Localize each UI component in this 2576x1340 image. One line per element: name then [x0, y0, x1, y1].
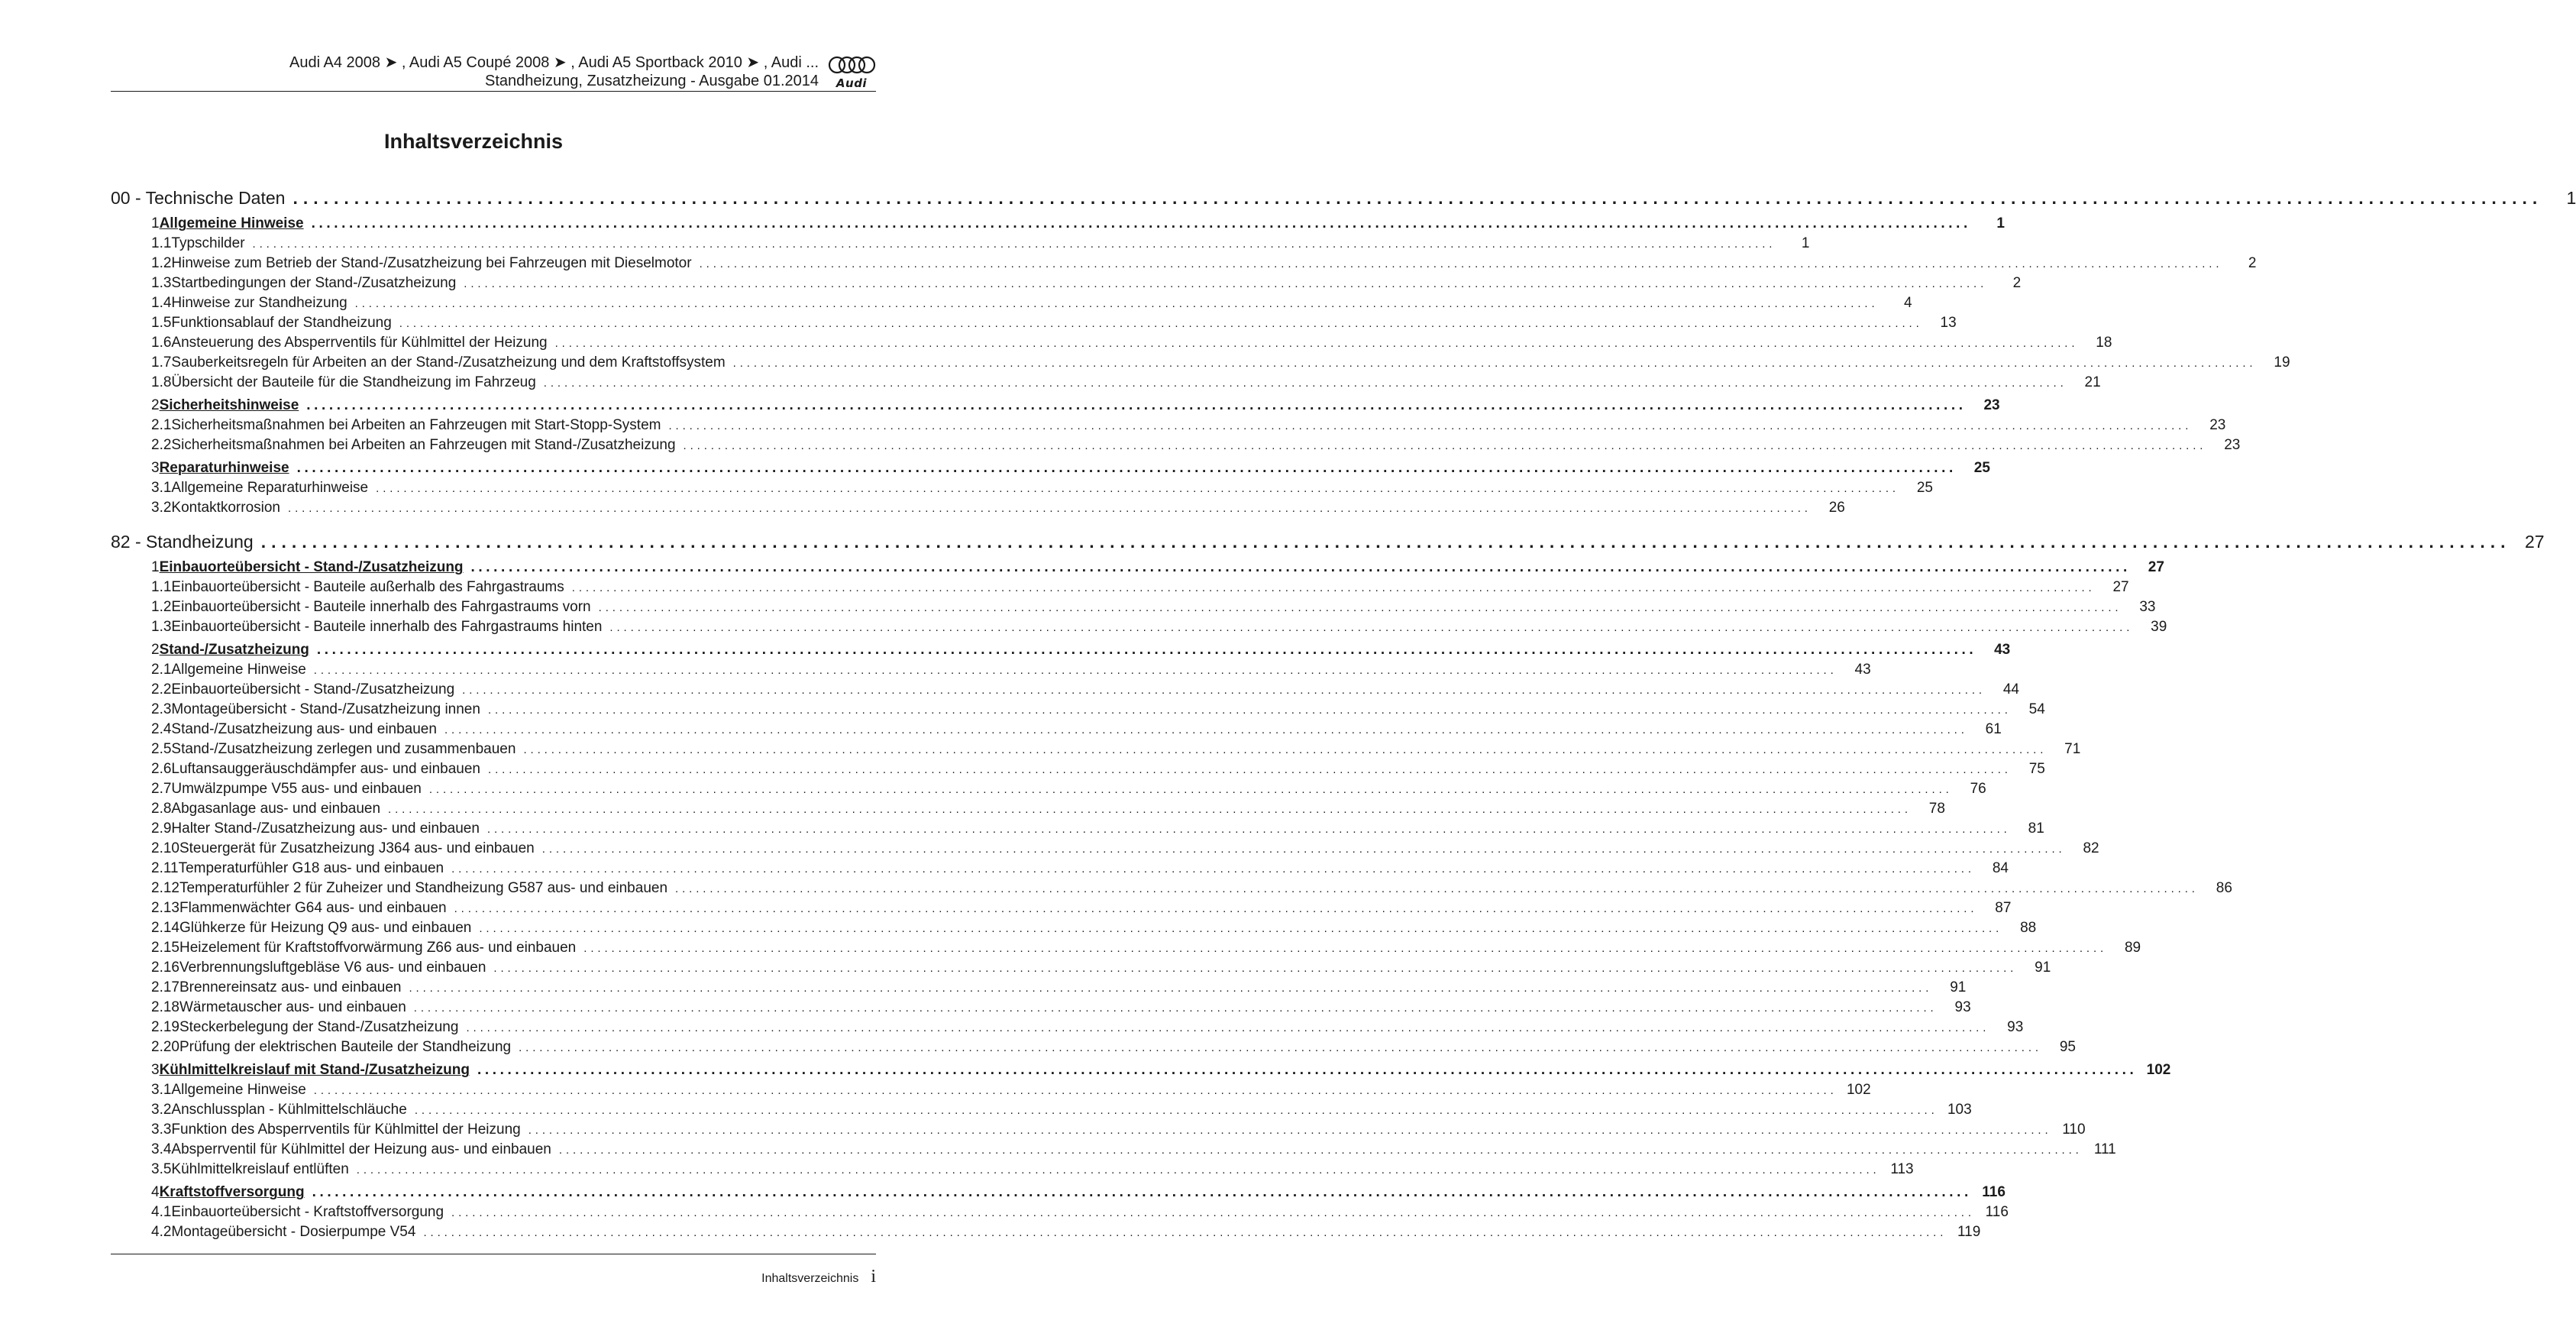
subsection-title: Hinweise zum Betrieb der Stand-/Zusatzheizung bei Fahrzeugen mit Dieselmotor: [171, 255, 692, 271]
dot-leader: ............................................................................................................................................................................................................................: [486, 823, 2011, 836]
toc-subsection-entry[interactable]: [111, 720, 2002, 740]
subsection-number: 2.12: [151, 880, 179, 896]
subsection-title: Temperaturfühler G18 aus- und einbauen: [178, 860, 444, 876]
subsection-title: Luftansauggeräuschdämpfer aus- und einbauen: [171, 761, 480, 777]
dot-leader: ............................................................................................................................................................................................................................: [558, 1144, 2083, 1157]
subsection-page-number: 95: [2059, 1039, 2076, 1055]
subsection-number: 4.1: [151, 1204, 172, 1220]
subsection-page-number: 27: [2112, 579, 2129, 595]
dot-leader: ............................................................................................................................................................................................................................: [479, 922, 2003, 935]
audi-logo: [827, 53, 876, 92]
subsection-page-number: 13: [1940, 315, 1957, 331]
subsection-title: Montageübersicht - Stand-/Zusatzheizung innen: [171, 701, 480, 717]
toc-subsection-entry[interactable]: [111, 1160, 1914, 1180]
subsection-number: 2.14: [151, 920, 179, 936]
chapter-title: 00 - Technische Daten: [111, 188, 286, 208]
toc-subsection-entry[interactable]: [111, 1202, 2009, 1222]
chapter-title: 82 - Standheizung: [111, 532, 254, 552]
toc-section-entry[interactable]: [111, 640, 2011, 660]
toc-subsection-entry[interactable]: [111, 1018, 2024, 1037]
subsection-page-number: 111: [2093, 1141, 2116, 1157]
subsection-title: Funktion des Absperrventils für Kühlmittel der Heizung: [171, 1122, 521, 1138]
subsection-page-number: 26: [1828, 500, 1845, 516]
dot-leader: ............................................................................................................................................................................................................................: [356, 1164, 1880, 1177]
subsection-title: Verbrennungsluftgebläse V6 aus- und einbauen: [179, 960, 486, 976]
dot-leader: ............................................................................................................................................................................................................................: [493, 962, 2018, 975]
page-footer: [761, 1267, 876, 1287]
dot-leader: ............................................................................................................................................................................................................................: [528, 1124, 2052, 1137]
section-title: Stand-/Zusatzheizung: [159, 642, 309, 658]
dot-leader: ............................................................................................................................................................................................................................: [388, 803, 1912, 816]
toc-subsection-entry[interactable]: [111, 859, 2009, 879]
dot-leader: ............................................................................................................................................................................................................................: [451, 863, 1975, 876]
subsection-number: 2.3: [151, 701, 172, 717]
toc-subsection-entry[interactable]: [111, 274, 2022, 293]
subsection-title: Umwälzpumpe V55 aus- und einbauen: [171, 781, 422, 797]
toc-subsection-entry[interactable]: [111, 779, 1986, 799]
subsection-number: 2.15: [151, 940, 179, 956]
dot-leader: ............................................................................................................................................................................................................................: [466, 1021, 1990, 1034]
subsection-title: Halter Stand-/Zusatzheizung aus- und einbauen: [171, 821, 480, 837]
subsection-page-number: 19: [2274, 354, 2290, 371]
subsection-page-number: 43: [1854, 662, 1871, 678]
subsection-number: 3.5: [151, 1161, 172, 1177]
subsection-page-number: 93: [2007, 1019, 2024, 1035]
page-title: Inhaltsverzeichnis: [383, 130, 564, 153]
toc-section-entry[interactable]: [111, 214, 2005, 234]
dot-leader: ............................................................................................................................................................................................................................: [293, 188, 2543, 208]
subsection-page-number: 54: [2028, 701, 2045, 717]
dot-leader: ............................................................................................................................................................................................................................: [554, 337, 2079, 350]
section-number: 2: [151, 642, 160, 658]
subsection-page-number: 78: [1928, 801, 1945, 817]
section-title: Sicherheitshinweise: [159, 397, 299, 413]
subsection-page-number: 71: [2064, 741, 2081, 757]
toc-chapter-entry[interactable]: [111, 185, 2576, 211]
dot-leader: ............................................................................................................................................................................................................................: [464, 277, 1988, 290]
section-page-number: 1: [1996, 215, 2005, 231]
toc-subsection-entry[interactable]: [111, 373, 2101, 393]
section-title: Reparaturhinweise: [159, 460, 289, 476]
subsection-number: 2.2: [151, 681, 172, 698]
subsection-number: 2.4: [151, 721, 172, 737]
section-page-number: 27: [2148, 559, 2164, 575]
dot-leader: ............................................................................................................................................................................................................................: [675, 882, 2199, 895]
subsection-title: Ansteuerung des Absperrventils für Kühlmittel der Heizung: [171, 335, 548, 351]
subsection-title: Flammenwächter G64 aus- und einbauen: [179, 900, 447, 916]
toc-subsection-entry[interactable]: [111, 700, 2045, 720]
dot-leader: ............................................................................................................................................................................................................................: [470, 559, 2131, 575]
toc-subsection-entry[interactable]: [111, 1120, 2086, 1140]
toc-section-entry[interactable]: [111, 396, 2000, 416]
toc-subsection-entry[interactable]: [111, 680, 2019, 700]
subsection-title: Montageübersicht - Dosierpumpe V54: [171, 1224, 416, 1240]
dot-leader: ............................................................................................................................................................................................................................: [376, 482, 1899, 495]
dot-leader: ............................................................................................................................................................................................................................: [609, 621, 2134, 634]
subsection-page-number: 88: [2020, 920, 2037, 936]
dot-leader: ............................................................................................................................................................................................................................: [409, 982, 1933, 995]
subsection-page-number: 76: [1970, 781, 1986, 797]
toc-subsection-entry[interactable]: [111, 578, 2129, 597]
subsection-page-number: 91: [1950, 979, 1967, 995]
subsection-number: 1.8: [151, 374, 172, 390]
footer-label: Inhaltsverzeichnis: [761, 1272, 859, 1285]
subsection-number: 2.2: [151, 437, 172, 453]
dot-leader: ............................................................................................................................................................................................................................: [487, 704, 2012, 717]
dot-leader: ............................................................................................................................................................................................................................: [683, 439, 2207, 452]
section-page-number: 25: [1973, 460, 1990, 476]
toc-subsection-entry[interactable]: [111, 1222, 1981, 1242]
dot-leader: ............................................................................................................................................................................................................................: [541, 843, 2066, 856]
subsection-page-number: 89: [2124, 940, 2141, 956]
toc-subsection-entry[interactable]: [111, 416, 2226, 435]
page-header: [111, 53, 819, 90]
subsection-title: Temperaturfühler 2 für Zuheizer und Standheizung G587 aus- und einbauen: [179, 880, 668, 896]
subsection-page-number: 103: [1947, 1102, 1972, 1118]
subsection-title: Allgemeine Hinweise: [171, 662, 306, 678]
dot-leader: ............................................................................................................................................................................................................................: [423, 1226, 1947, 1239]
dot-leader: ............................................................................................................................................................................................................................: [732, 357, 2257, 370]
dot-leader: ............................................................................................................................................................................................................................: [316, 642, 1977, 658]
section-number: 1: [151, 559, 160, 575]
dot-leader: ............................................................................................................................................................................................................................: [519, 1041, 2042, 1054]
subsection-number: 1.1: [151, 579, 172, 595]
section-number: 3: [151, 1062, 160, 1078]
toc-subsection-entry[interactable]: [111, 1100, 1972, 1120]
subsection-title: Einbauorteübersicht - Bauteile außerhalb des Fahrgastraums: [171, 579, 564, 595]
subsection-number: 3.3: [151, 1122, 172, 1138]
subsection-title: Hinweise zur Standheizung: [171, 295, 347, 311]
chapter-page-number: 1: [2566, 188, 2576, 208]
subsection-title: Kühlmittelkreislauf entlüften: [171, 1161, 349, 1177]
section-page-number: 102: [2146, 1062, 2171, 1078]
subsection-title: Stand-/Zusatzheizung zerlegen und zusammenbauen: [171, 741, 516, 757]
toc-subsection-entry[interactable]: [111, 1080, 1871, 1100]
subsection-page-number: 4: [1903, 295, 1912, 311]
subsection-number: 1.2: [151, 599, 172, 615]
table-of-contents: [111, 183, 2576, 1242]
toc-section-entry[interactable]: [111, 458, 1990, 478]
dot-leader: ............................................................................................................................................................................................................................: [462, 684, 1986, 697]
subsection-page-number: 113: [1890, 1161, 1914, 1177]
section-title: Einbauorteübersicht - Stand-/Zusatzheizung: [159, 559, 464, 575]
dot-leader: ............................................................................................................................................................................................................................: [583, 942, 2108, 955]
subsection-title: Brennereinsatz aus- und einbauen: [179, 979, 402, 995]
dot-leader: ............................................................................................................................................................................................................................: [699, 257, 2223, 270]
subsection-number: 3.1: [151, 1082, 172, 1098]
subsection-title: Stand-/Zusatzheizung aus- und einbauen: [171, 721, 437, 737]
subsection-page-number: 84: [1992, 860, 2009, 876]
section-title: Kühlmittelkreislauf mit Stand-/Zusatzheizung: [159, 1062, 470, 1078]
dot-leader: ............................................................................................................................................................................................................................: [354, 297, 1879, 310]
toc-subsection-entry[interactable]: [111, 313, 1957, 333]
toc-subsection-entry[interactable]: [111, 333, 2112, 353]
subsection-title: Anschlussplan - Kühlmittelschläuche: [171, 1102, 407, 1118]
subsection-page-number: 93: [1954, 999, 1971, 1015]
subsection-number: 1.7: [151, 354, 172, 371]
chapter-page-number: 27: [2524, 532, 2545, 552]
subsection-title: Sicherheitsmaßnahmen bei Arbeiten an Fahrzeugen mit Start-Stopp-System: [171, 417, 661, 433]
dot-leader: ............................................................................................................................................................................................................................: [252, 238, 1776, 251]
subsection-page-number: 33: [2139, 599, 2156, 615]
section-page-number: 116: [1982, 1184, 2006, 1200]
subsection-page-number: 116: [1985, 1204, 2009, 1220]
subsection-title: Heizelement für Kraftstoffvorwärmung Z66 aus- und einbauen: [179, 940, 577, 956]
toc-subsection-entry[interactable]: [111, 353, 2290, 373]
section-title: Allgemeine Hinweise: [159, 215, 304, 231]
subsection-number: 2.8: [151, 801, 172, 817]
subsection-page-number: 21: [2084, 374, 2101, 390]
subsection-title: Allgemeine Hinweise: [171, 1082, 306, 1098]
subsection-number: 1.1: [151, 235, 172, 251]
subsection-page-number: 2: [2248, 255, 2257, 271]
subsection-page-number: 44: [2002, 681, 2019, 698]
toc-subsection-entry[interactable]: [111, 617, 2167, 637]
subsection-number: 4.2: [151, 1224, 172, 1240]
dot-leader: ............................................................................................................................................................................................................................: [571, 581, 2096, 594]
section-page-number: 43: [1994, 642, 2011, 658]
subsection-number: 2.20: [151, 1039, 179, 1055]
footer-page-number: i: [871, 1267, 876, 1287]
audi-wordmark: Audi: [836, 76, 868, 90]
toc-subsection-entry[interactable]: [111, 938, 2141, 958]
subsection-title: Steckerbelegung der Stand-/Zusatzheizung: [179, 1019, 459, 1035]
dot-leader: ............................................................................................................................................................................................................................: [311, 215, 1971, 231]
header-edition: Standheizung, Zusatzheizung - Ausgabe 01.2014: [485, 73, 819, 89]
toc-subsection-entry[interactable]: [111, 740, 2081, 759]
dot-leader: ............................................................................................................................................................................................................................: [444, 723, 1968, 736]
subsection-page-number: 18: [2096, 335, 2112, 351]
subsection-page-number: 1: [1801, 235, 1810, 251]
subsection-number: 2.7: [151, 781, 172, 797]
subsection-number: 3.4: [151, 1141, 172, 1157]
dot-leader: ............................................................................................................................................................................................................................: [543, 377, 2067, 390]
toc-subsection-entry[interactable]: [111, 597, 2156, 617]
dot-leader: ............................................................................................................................................................................................................................: [313, 1084, 1837, 1097]
toc-subsection-entry[interactable]: [111, 478, 1933, 498]
subsection-number: 2.9: [151, 821, 172, 837]
subsection-page-number: 39: [2151, 619, 2167, 635]
dot-leader: ............................................................................................................................................................................................................................: [477, 1062, 2138, 1078]
subsection-title: Einbauorteübersicht - Kraftstoffversorgung: [171, 1204, 444, 1220]
dot-leader: ............................................................................................................................................................................................................................: [414, 1104, 1938, 1117]
subsection-number: 2.1: [151, 417, 172, 433]
toc-section-entry[interactable]: [111, 558, 2164, 578]
subsection-title: Glühkerze für Heizung Q9 aus- und einbauen: [179, 920, 472, 936]
toc-subsection-entry[interactable]: [111, 918, 2037, 938]
subsection-title: Allgemeine Reparaturhinweise: [171, 480, 369, 496]
subsection-number: 1.2: [151, 255, 172, 271]
subsection-number: 2.6: [151, 761, 172, 777]
toc-subsection-entry[interactable]: [111, 998, 1971, 1018]
subsection-title: Prüfung der elektrischen Bauteile der Standheizung: [179, 1039, 512, 1055]
toc-subsection-entry[interactable]: [111, 498, 1845, 518]
subsection-title: Sauberkeitsregeln für Arbeiten an der Stand-/Zusatzheizung und dem Kraftstoffsystem: [171, 354, 726, 371]
dot-leader: ............................................................................................................................................................................................................................: [598, 601, 2122, 614]
toc-subsection-entry[interactable]: [111, 978, 1967, 998]
toc-subsection-entry[interactable]: [111, 1140, 2116, 1160]
dot-leader: ............................................................................................................................................................................................................................: [306, 397, 1967, 413]
subsection-page-number: 87: [1995, 900, 2012, 916]
toc-subsection-entry[interactable]: [111, 660, 1871, 680]
subsection-page-number: 61: [1985, 721, 2002, 737]
subsection-title: Typschilder: [171, 235, 245, 251]
subsection-number: 1.5: [151, 315, 172, 331]
dot-leader: ............................................................................................................................................................................................................................: [399, 317, 1923, 330]
section-number: 3: [151, 460, 160, 476]
subsection-title: Steuergerät für Zusatzheizung J364 aus- und einbauen: [179, 840, 535, 856]
subsection-title: Einbauorteübersicht - Bauteile innerhalb des Fahrgastraums hinten: [171, 619, 603, 635]
subsection-page-number: 75: [2028, 761, 2045, 777]
subsection-title: Übersicht der Bauteile für die Standheizung im Fahrzeug: [171, 374, 536, 390]
toc-subsection-entry[interactable]: [111, 435, 2241, 455]
toc-subsection-entry[interactable]: [111, 254, 2257, 274]
toc-subsection-entry[interactable]: [111, 819, 2044, 839]
section-title: Kraftstoffversorgung: [159, 1184, 305, 1200]
subsection-number: 1.3: [151, 619, 172, 635]
chapter-gap: [111, 518, 876, 527]
toc-chapter-entry[interactable]: [111, 529, 2545, 555]
header-divider: [111, 91, 876, 92]
dot-leader: ............................................................................................................................................................................................................................: [413, 1002, 1938, 1015]
subsection-title: Abgasanlage aus- und einbauen: [171, 801, 381, 817]
section-number: 4: [151, 1184, 160, 1200]
subsection-title: Absperrventil für Kühlmittel der Heizung aus- und einbauen: [171, 1141, 551, 1157]
subsection-number: 2.16: [151, 960, 179, 976]
dot-leader: ............................................................................................................................................................................................................................: [454, 902, 1978, 915]
subsection-page-number: 110: [2062, 1122, 2086, 1138]
subsection-number: 1.3: [151, 275, 172, 291]
section-number: 1: [151, 215, 160, 231]
subsection-title: Startbedingungen der Stand-/Zusatzheizung: [171, 275, 457, 291]
subsection-title: Wärmetauscher aus- und einbauen: [179, 999, 406, 1015]
dot-leader: ............................................................................................................................................................................................................................: [428, 783, 1953, 796]
dot-leader: ............................................................................................................................................................................................................................: [668, 419, 2193, 432]
dot-leader: ............................................................................................................................................................................................................................: [488, 763, 2012, 776]
toc-subsection-entry[interactable]: [111, 759, 2045, 779]
section-number: 2: [151, 397, 160, 413]
subsection-page-number: 81: [2028, 821, 2044, 837]
toc-subsection-entry[interactable]: [111, 1037, 2076, 1057]
subsection-number: 1.4: [151, 295, 172, 311]
toc-subsection-entry[interactable]: [111, 958, 2051, 978]
toc-subsection-entry[interactable]: [111, 879, 2232, 898]
section-page-number: 23: [1983, 397, 2000, 413]
dot-leader: ............................................................................................................................................................................................................................: [288, 502, 1812, 515]
subsection-title: Einbauorteübersicht - Stand-/Zusatzheizung: [171, 681, 455, 698]
subsection-page-number: 82: [2083, 840, 2099, 856]
toc-subsection-entry[interactable]: [111, 293, 1912, 313]
subsection-number: 2.13: [151, 900, 179, 916]
subsection-page-number: 2: [2012, 275, 2022, 291]
dot-leader: ............................................................................................................................................................................................................................: [312, 1184, 1972, 1200]
subsection-page-number: 102: [1846, 1082, 1871, 1098]
subsection-number: 3.1: [151, 480, 172, 496]
subsection-page-number: 119: [1957, 1224, 1981, 1240]
audi-rings-icon: [827, 53, 876, 76]
subsection-number: 2.10: [151, 840, 179, 856]
subsection-number: 2.5: [151, 741, 172, 757]
subsection-page-number: 86: [2216, 880, 2232, 896]
subsection-number: 2.11: [151, 860, 179, 876]
subsection-page-number: 23: [2209, 417, 2226, 433]
subsection-number: 1.6: [151, 335, 172, 351]
dot-leader: ............................................................................................................................................................................................................................: [451, 1206, 1975, 1219]
subsection-number: 2.18: [151, 999, 179, 1015]
subsection-title: Funktionsablauf der Standheizung: [171, 315, 392, 331]
subsection-number: 2.17: [151, 979, 179, 995]
subsection-page-number: 91: [2035, 960, 2051, 976]
subsection-number: 2.19: [151, 1019, 179, 1035]
dot-leader: ............................................................................................................................................................................................................................: [523, 743, 2048, 756]
subsection-title: Kontaktkorrosion: [171, 500, 280, 516]
subsection-title: Sicherheitsmaßnahmen bei Arbeiten an Fahrzeugen mit Stand-/Zusatzheizung: [171, 437, 676, 453]
dot-leader: ............................................................................................................................................................................................................................: [296, 460, 1957, 476]
dot-leader: ............................................................................................................................................................................................................................: [313, 664, 1837, 677]
toc-subsection-entry[interactable]: [111, 839, 2099, 859]
toc-section-entry[interactable]: [111, 1060, 2171, 1080]
subsection-number: 3.2: [151, 1102, 172, 1118]
header-vehicles: Audi A4 2008 ➤ , Audi A5 Coupé 2008 ➤ , Audi A5 Sportback 2010 ➤ , Audi ...: [289, 54, 819, 71]
dot-leader: ............................................................................................................................................................................................................................: [260, 532, 2511, 552]
subsection-page-number: 25: [1916, 480, 1933, 496]
subsection-number: 2.1: [151, 662, 172, 678]
toc-section-entry[interactable]: [111, 1183, 2006, 1202]
toc-subsection-entry[interactable]: [111, 898, 2012, 918]
subsection-page-number: 23: [2224, 437, 2241, 453]
toc-subsection-entry[interactable]: [111, 799, 1945, 819]
toc-subsection-entry[interactable]: [111, 234, 1810, 254]
subsection-title: Einbauorteübersicht - Bauteile innerhalb des Fahrgastraums vorn: [171, 599, 591, 615]
subsection-number: 3.2: [151, 500, 172, 516]
